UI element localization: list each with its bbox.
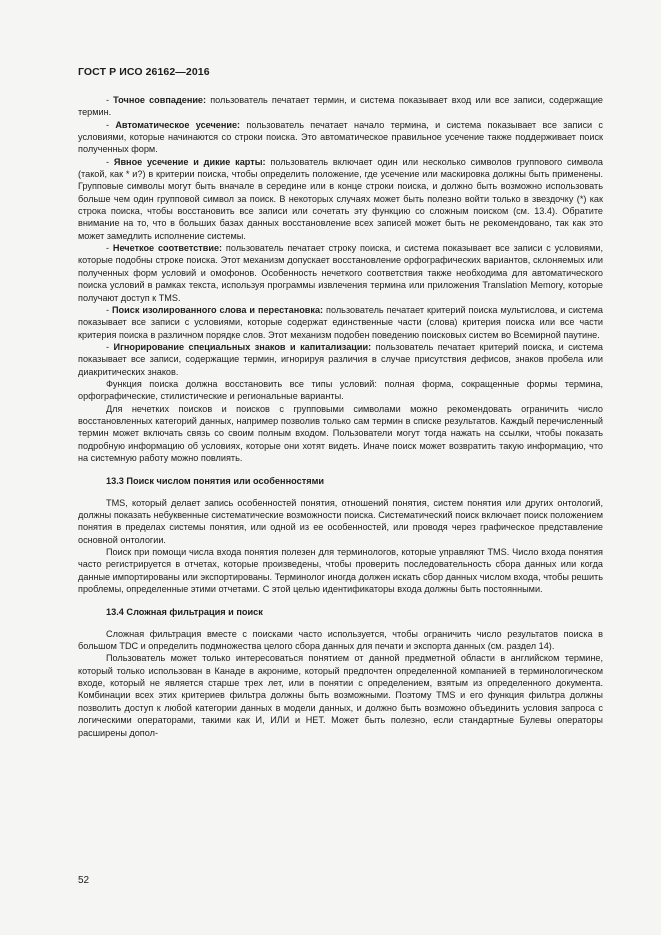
- paragraph: TMS, который делает запись особенностей понятия, отношений понятия, систем понятия или других онтологий, должны показать небуквенные систематические возможности поиска. Систематический поиск включает поиск положением понятия в пределах системы понятия, или одной из ее особенностей, или проводя через графическое представление основной онтологии.: [78, 497, 603, 545]
- document-body: [78, 94, 603, 739]
- paragraph: Поиск при помощи числа входа понятия полезен для терминологов, которые управляют TMS. Число входа понятия часто регистрируется в отчетах, которые произведены, чтобы проверить последовательность сбора данных или когда данные импортированы или экспортированы. Терминолог иногда должен искать сбор данных числом входа, чтобы решить проблемы, определенные этими отчетами. С этой целью идентификаторы входа должны быть постоянными.: [78, 547, 603, 595]
- page-number: 52: [78, 875, 90, 886]
- list-item-text: пользователь печатает термин, и система показывает вход или все записи, содержащие термин.: [78, 95, 603, 118]
- list-item-text: пользователь печатает строку поиска, и система показывает все записи с условиями, которые подобны строке поиска. Этот механизм допускает восстановление орфографических вариантов, склоняемых или полученных форм условий и омофонов. Особенность нечеткого соответствия также необходима для автоматического поиска условий в рамках текста, используя программы извлечения термина или приложения Translation Memory, которые получают доступ к TMS.: [78, 243, 603, 303]
- list-item: - Поиск изолированного слова и перестановка: пользователь печатает критерий поиска мультислова, и система показывает все записи с условиями, которые содержат единственные части (слова) критерия поиска или все части критерия поиска в различном порядке слов. Этот механизм подобен поведению поисковых систем во Всемирной паутине.: [78, 304, 603, 340]
- list-item: - Автоматическое усечение: пользователь печатает начало термина, и система показывает все записи с условиями, которые начинаются со строки поиска. Это автоматическое правильное усечение также поддерживает поиск полученных форм.: [78, 119, 603, 155]
- paragraph: Функция поиска должна восстановить все типы условий: полная форма, сокращенные формы термина, орфографические, стилистические и региональные варианты.: [78, 378, 603, 402]
- list-item-term: Точное совпадение:: [113, 95, 207, 105]
- list-item-text: пользователь печатает критерий поиска мультислова, и система показывает все записи с условиями, которые содержат единственные части (слова) критерия поиска или все части критерия поиска в различном порядке слов. Этот механизм подобен поведению поисковых систем во Всемирной паутине.: [78, 304, 603, 340]
- list-item: - Нечеткое соответствие: пользователь печатает строку поиска, и система показывает все записи с условиями, которые подобны строке поиска. Этот механизм допускает восстановление орфографических вариантов, склоняемых или полученных форм условий и омофонов. Особенность нечеткого соответствия также необходима для автоматического поиска условий в рамках текста, используя программы извлечения термина или приложения Translation Memory, которые получают доступ к TMS.: [78, 243, 603, 303]
- list-item-term: Нечеткое соответствие:: [112, 243, 223, 254]
- list-item: - Явное усечение и дикие карты: пользователь включает один или несколько символов группового символа (такой, как * и?) в критерии поиска, чтобы определить положение, где усечение или маскировка должны быть применены. Групповые символы могут быть вначале в середине или в конце строки поиска, и должно быть возможно использовать больше чем один групповой символ за поиск. В некоторых случаях может быть полезно войти только в звездочку (*) как строка поиска, чтобы восстановить все записи или сочетать эту функцию со сложным поиском (см. 13.4). Обратите внимание на то, что в больших базах данных восстановление всех записей может быть не рекомендовано, так как это может замедлить исполнение системы.: [78, 156, 604, 241]
- paragraph: Для нечетких поисков и поисков с групповыми символами можно рекомендовать ограничить число восстановленных категорий данных, например позволив только сам термин в списке результатов. Каждый перечисленный термин может включать связь со своим полным входом. Пользователи могут тогда нажать на ссылки, чтобы показать подробную информацию об условиях, которые они хотят видеть. Иначе поиск может возвратить такую информацию, что на системную работу можно повлиять.: [78, 403, 603, 463]
- paragraph: Сложная фильтрация вместе с поисками часто используется, чтобы ограничить число результатов поиска в большом TDC и определить подмножества целого сбора данных для печати и экспорта данных (см. раздел 14).: [78, 628, 603, 652]
- list-item-term: Явное усечение и дикие карты:: [113, 156, 266, 167]
- section-heading: 13.3 Поиск числом понятия или особенностями: [106, 476, 325, 487]
- section-heading: 13.4 Сложная фильтрация и поиск: [106, 607, 263, 618]
- list-item-term: Автоматическое усечение:: [115, 119, 241, 130]
- list-item: - Игнорирование специальных знаков и капитализации: пользователь печатает критерий поиска, и система показывает все записи, содержащие термин, игнорируя различия в случае присутствия дефисов, знаков пробела или диакритических знаков.: [78, 341, 603, 377]
- list-item-text: пользователь печатает начало термина, и система показывает все записи с условиями, которые начинаются со строки поиска. Это автоматическое правильное усечение также поддерживает поиск полученных форм.: [78, 119, 603, 155]
- list-item-text: пользователь включает один или несколько символов группового символа (такой, как * и?) в критерии поиска, чтобы определить положение, где усечение или маскировка должны быть применены. Групповые символы могут быть вначале в середине или в конце строки поиска, и должно быть возможно использовать больше чем один групповой символ за поиск. В некоторых случаях может быть полезно войти только в звездочку (*) как строка поиска, чтобы восстановить все записи или сочетать эту функцию со сложным поиском (см. 13.4). Обратите внимание на то, что в больших базах данных восстановление всех записей может быть не рекомендовано, так как это может замедлить исполнение системы.: [78, 156, 604, 241]
- list-item-text: пользователь печатает критерий поиска, и система показывает все записи, содержащие термин, игнорируя различия в случае присутствия дефисов, знаков пробела или диакритических знаков.: [78, 341, 603, 377]
- list-item-term: Игнорирование специальных знаков и капитализации:: [113, 341, 372, 352]
- list-item-term: Поиск изолированного слова и перестановка:: [112, 304, 324, 315]
- paragraph: Пользователь может только интересоваться понятием от данной предметной области в английском термине, который только использован в Канаде в акрониме, который предпочтен определенной компанией в терминологическом входе, который не является старше трех лет, или в понятии с определением, взятым из определенного документа. Комбинации всех этих критериев фильтра должны быть возможными. Поэтому TMS и его функция фильтра должны позволить доступ к любой категории данных в модели данных, и должно быть возможно объединить условия запроса с логическими операторами, такими как И, ИЛИ и НЕТ. Может быть полезно, если стандартные Булевы операторы расширены допол-: [78, 653, 603, 738]
- list-item: - Точное совпадение: пользователь печатает термин, и система показывает вход или все записи, содержащие термин.: [78, 95, 603, 118]
- page-header: ГОСТ Р ИСО 26162—2016: [78, 66, 210, 78]
